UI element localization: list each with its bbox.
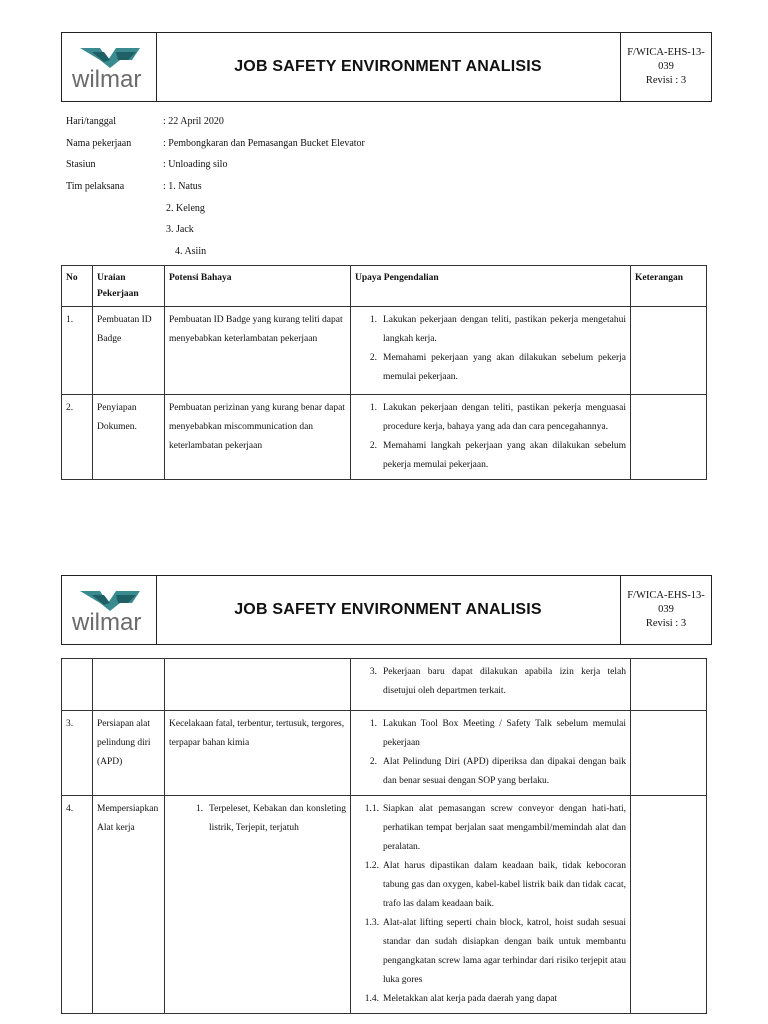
row-upaya: [351, 307, 631, 395]
document-code: F/WICA-EHS-13-039: [627, 590, 705, 615]
list-item: 1. Lakukan Tool Box Meeting / Safety Talk sebelum memulai pekerjaan: [369, 719, 626, 748]
document-title: JOB SAFETY ENVIRONMENT ANALISIS: [234, 58, 542, 75]
document-header: [61, 575, 712, 645]
row-uraian: Persiapan alat pelindung diri (APD): [93, 711, 165, 796]
document-code-box: [620, 576, 711, 644]
list-item: 2. Memahami langkah pekerjaan yang akan dilakukan sebelum pekerja memulai pekerjaan.: [369, 441, 626, 470]
row-no: 3.: [62, 711, 93, 796]
header-keterangan: Keterangan: [631, 266, 707, 307]
row-upaya: [351, 711, 631, 796]
table-row: [62, 395, 707, 480]
document-title: JOB SAFETY ENVIRONMENT ANALISIS: [234, 601, 542, 618]
list-item: 1. Lakukan pekerjaan dengan teliti, pastikan pekerja mengetahui langkah kerja.: [369, 315, 626, 344]
list-item: 1.3. Alat-alat lifting seperti chain block, katrol, hoist sudah sesuai standar dan sudah disiapkan dengan baik untuk membantu pengangkatan screw lama agar terhindar dari risiko terjepit atau luka gores: [364, 918, 626, 985]
row-potensi: [165, 659, 351, 711]
row-uraian: [93, 659, 165, 711]
row-potensi: Kecelakaan fatal, terbentur, tertusuk, tergores, terpapar bahan kimia: [165, 711, 351, 796]
header-uraian: Uraian Pekerjaan: [93, 266, 165, 307]
table-header-row: [62, 266, 707, 307]
document-code: F/WICA-EHS-13-039: [627, 47, 705, 72]
company-logo: [62, 576, 157, 644]
row-uraian: Penyiapan Dokumen.: [93, 395, 165, 480]
team-member: : 1. Natus: [163, 181, 202, 192]
list-item: 1. Terpeleset, Kebakan dan konsleting listrik, Terjepit, terjatuh: [195, 804, 346, 833]
list-item: 1. Lakukan pekerjaan dengan teliti, pastikan pekerja menguasai procedure kerja, bahaya yang ada dan cara pencegahannya.: [369, 403, 626, 432]
row-uraian: Mempersiapkan Alat kerja: [93, 796, 165, 1014]
row-keterangan: [631, 307, 707, 395]
row-potensi: Pembuatan ID Badge yang kurang teliti dapat menyebabkan keterlambatan pekerjaan: [165, 307, 351, 395]
jsa-table: [61, 265, 707, 480]
row-keterangan: [631, 711, 707, 796]
header-upaya: Upaya Pengendalian: [351, 266, 631, 307]
document-header: [61, 32, 712, 102]
header-no: No: [62, 266, 93, 307]
document-code-box: [620, 33, 711, 101]
row-upaya: [351, 659, 631, 711]
row-keterangan: [631, 796, 707, 1014]
list-item: 1.4. Meletakkan alat kerja pada daerah yang dapat: [364, 994, 558, 1004]
job-value: : Pembongkaran dan Pemasangan Bucket Elevator: [163, 138, 365, 149]
row-upaya: [351, 395, 631, 480]
jsa-table-continued: [61, 658, 707, 1014]
table-row: [62, 307, 707, 395]
wilmar-logo-icon: [70, 589, 148, 635]
station-label: Stasiun: [66, 159, 96, 170]
row-no: 4.: [62, 796, 93, 1014]
header-potensi: Potensi Bahaya: [165, 266, 351, 307]
wilmar-logo-icon: [70, 46, 148, 92]
team-member: 3. Jack: [166, 224, 194, 235]
date-label: Hari/tanggal: [66, 116, 116, 127]
row-keterangan: [631, 659, 707, 711]
station-value: : Unloading silo: [163, 159, 228, 170]
row-no: 2.: [62, 395, 93, 480]
list-item: 2. Memahami pekerjaan yang akan dilakukan sebelum pekerja memulai pekerjaan.: [369, 353, 626, 382]
list-item: 1.1. Siapkan alat pemasangan screw conveyor dengan hati-hati, perhatikan tempat berjalan saat mengambil/memindah alat dan peralatan.: [364, 804, 626, 852]
revision-label: Revisi : 3: [645, 618, 687, 629]
team-label: Tim pelaksana: [66, 181, 125, 192]
row-no: 1.: [62, 307, 93, 395]
job-label: Nama pekerjaan: [66, 138, 132, 149]
logo-text: wilmar: [72, 609, 142, 635]
logo-text: wilmar: [72, 66, 142, 92]
row-potensi: [165, 796, 351, 1014]
row-upaya: [351, 796, 631, 1014]
date-value: : 22 April 2020: [163, 116, 224, 127]
row-keterangan: [631, 395, 707, 480]
list-item: 2. Alat Pelindung Diri (APD) diperiksa dan dipakai dengan baik dan benar sesuai dengan SOP yang berlaku.: [369, 757, 626, 786]
company-logo: [62, 33, 157, 101]
table-row: [62, 796, 707, 1014]
row-uraian: Pembuatan ID Badge: [93, 307, 165, 395]
row-potensi: Pembuatan perizinan yang kurang benar dapat menyebabkan miscommunication dan keterlambatan pekerjaan: [165, 395, 351, 480]
revision-label: Revisi : 3: [645, 75, 687, 86]
list-item: 3. Pekerjaan baru dapat dilakukan apabila izin kerja telah disetujui oleh departmen terkait.: [369, 667, 626, 696]
row-no: [62, 659, 93, 711]
list-item: 1.2. Alat harus dipastikan dalam keadaan baik, tidak kebocoran tabung gas dan oxygen, kabel-kabel listrik baik dan tidak cacat, trafo las dalam keadaan baik.: [364, 861, 626, 909]
table-row: [62, 659, 707, 711]
team-member: 4. Asiin: [175, 246, 207, 257]
table-row: [62, 711, 707, 796]
team-member: 2. Keleng: [166, 203, 205, 214]
